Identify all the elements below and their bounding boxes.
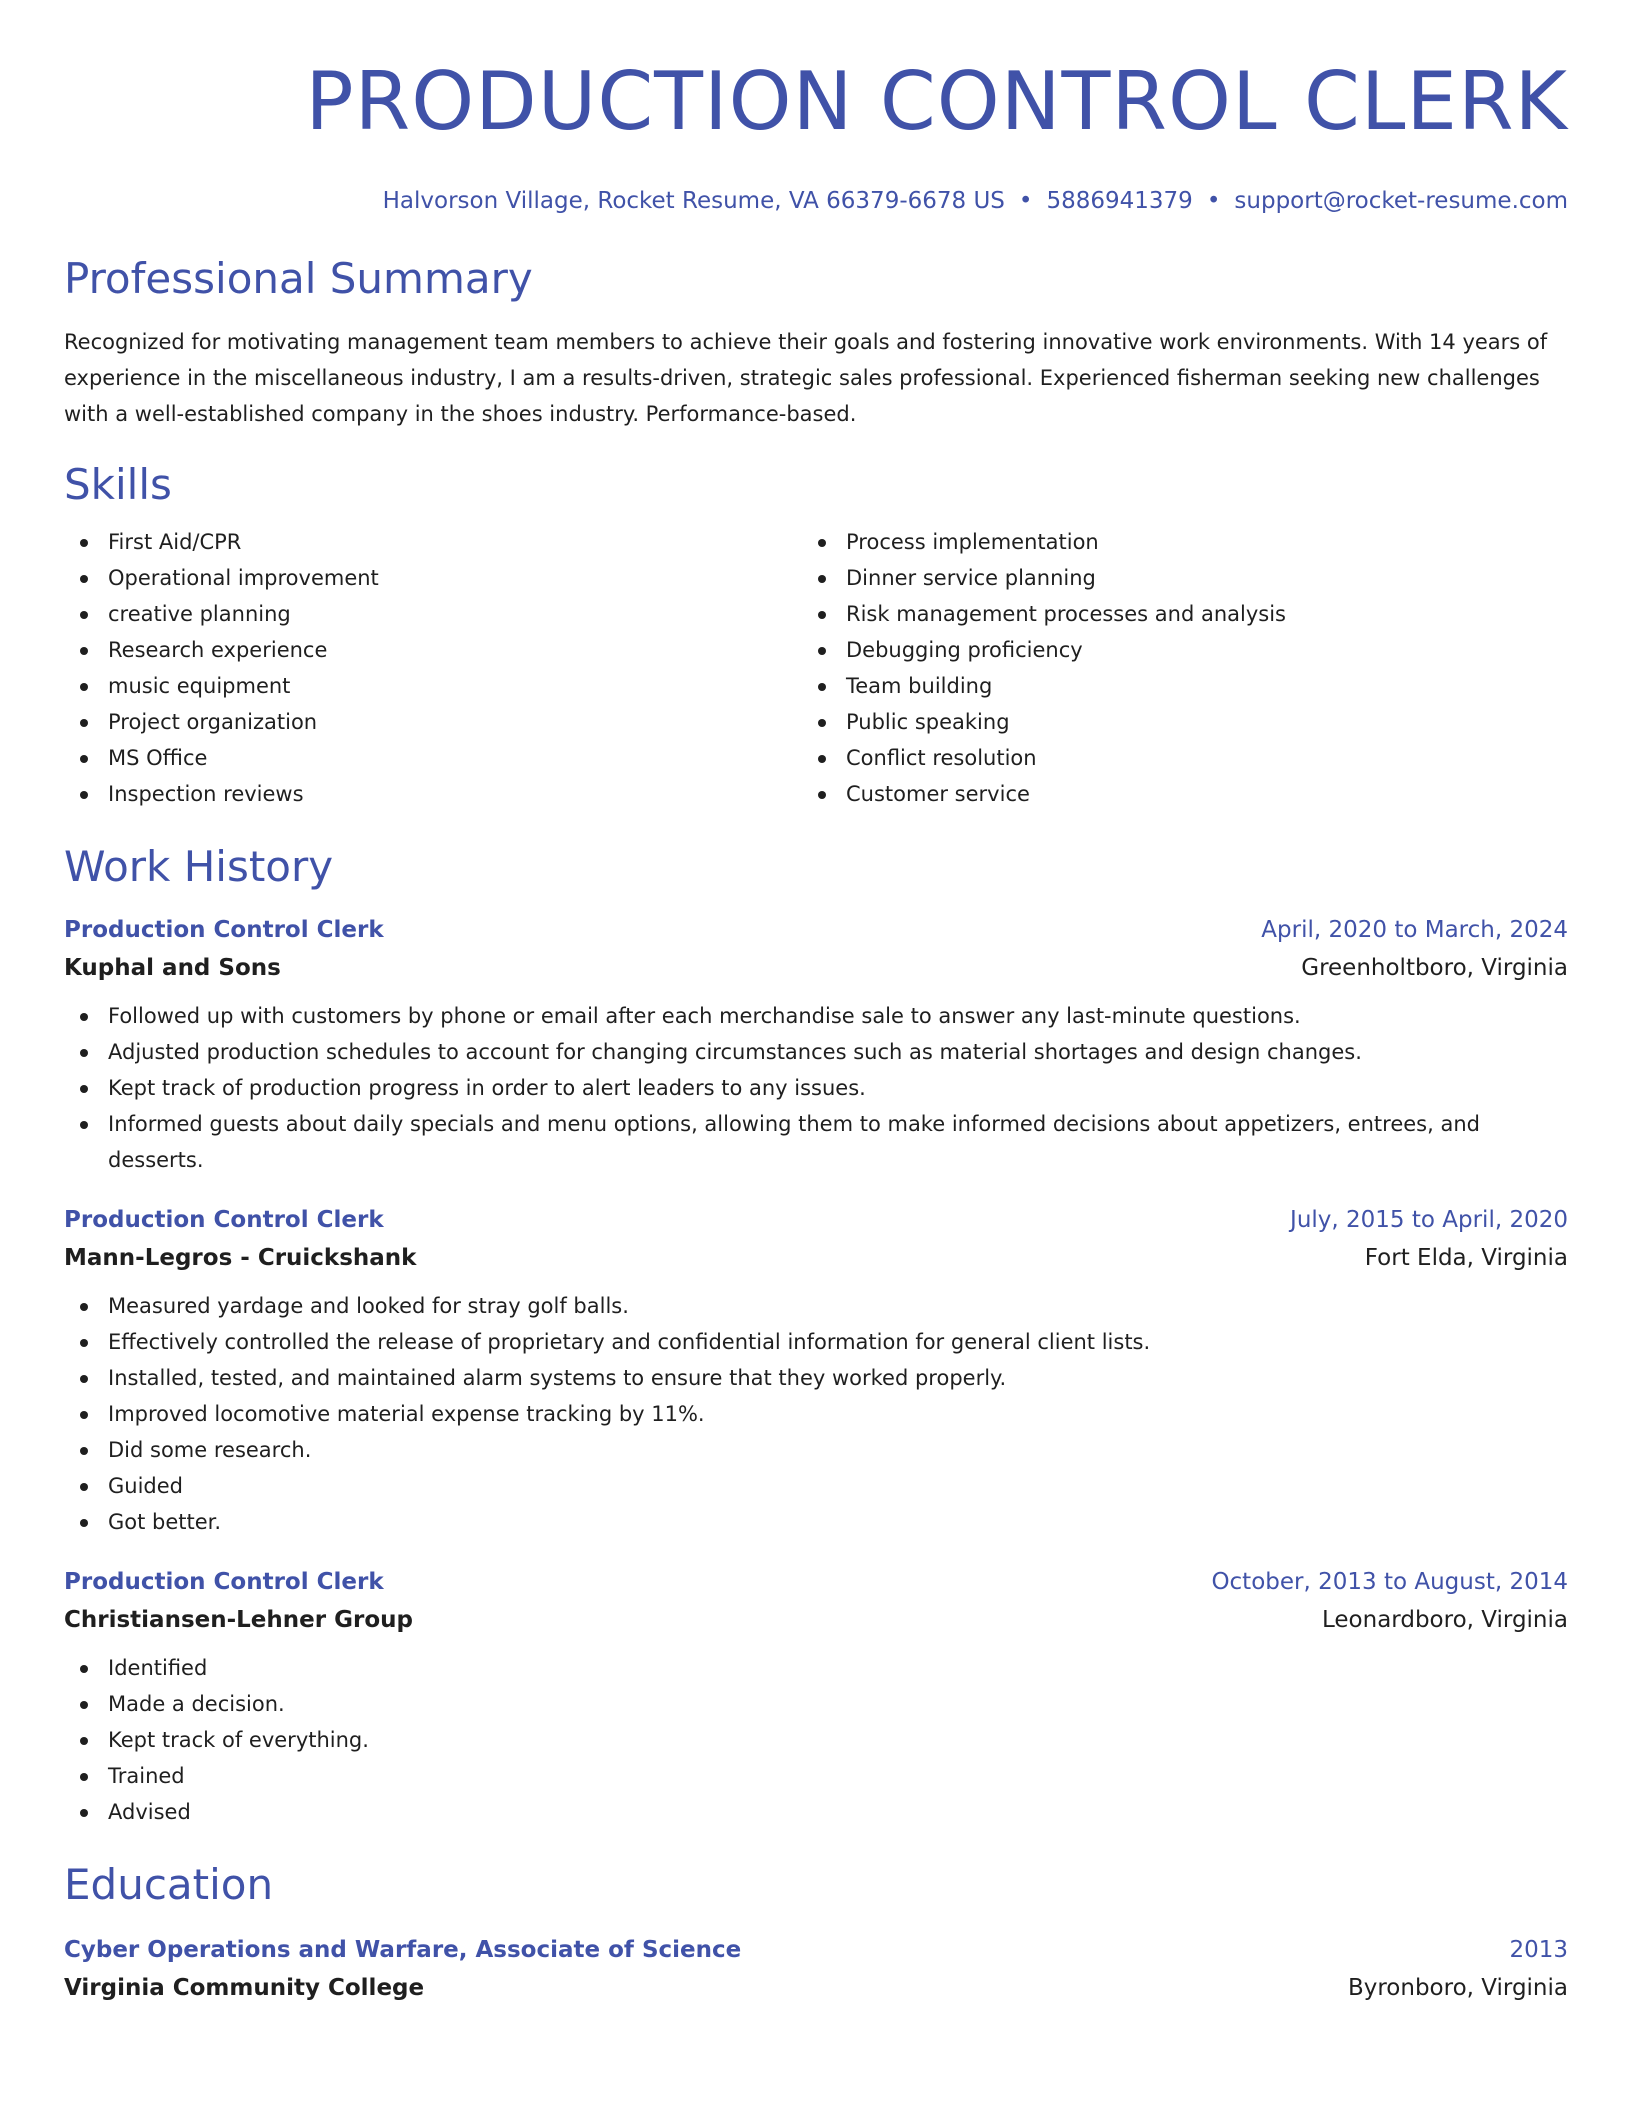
- bullet-dot: [80, 1483, 88, 1491]
- bullet-dot: [818, 611, 826, 619]
- job-entry: [64, 912, 1568, 1178]
- bullet-text: Project organization: [108, 710, 318, 734]
- bullet-text: First Aid/CPR: [108, 530, 242, 554]
- bullet-item: [802, 776, 1540, 812]
- bullet-text: Identified: [108, 1656, 208, 1680]
- bullet-text: Public speaking: [846, 710, 1010, 734]
- bullet-dot: [818, 755, 826, 763]
- bullet-dot: [80, 1121, 88, 1129]
- bullet-text: MS Office: [108, 746, 208, 770]
- bullet-item: [802, 596, 1540, 632]
- bullet-item: [64, 740, 802, 776]
- bullet-item: [802, 524, 1540, 560]
- bullet-item: [64, 668, 802, 704]
- bullet-item: [802, 560, 1540, 596]
- bullet-dot: [818, 647, 826, 655]
- bullet-text: Followed up with customers by phone or email after each merchandise sale to answer any last-minute questions.: [108, 1004, 1301, 1028]
- bullet-text: Inspection reviews: [108, 782, 304, 806]
- bullet-text: Process implementation: [846, 530, 1099, 554]
- bullet-text: Made a decision.: [108, 1692, 285, 1716]
- bullet-dot: [80, 1809, 88, 1817]
- bullet-text: Improved locomotive material expense tracking by 11%.: [108, 1402, 705, 1426]
- bullet-item: [64, 1288, 1568, 1324]
- education-heading: Education: [64, 1860, 274, 1909]
- bullet-dot: [80, 1773, 88, 1781]
- job-employer: Christiansen-Lehner Group: [64, 1607, 413, 1633]
- bullet-dot: [80, 1447, 88, 1455]
- skills-column-right: [802, 524, 1540, 812]
- job-row-primary: [64, 912, 1568, 948]
- bullet-text: Risk management processes and analysis: [846, 602, 1286, 626]
- summary-heading: Professional Summary: [64, 254, 533, 303]
- bullet-item: [64, 524, 802, 560]
- job-row-secondary: [64, 1600, 1568, 1640]
- summary-text: Recognized for motivating management team members to achieve their goals and fostering innovative work environments. With 14 years of experience in the miscellaneous industry, I am a results-driven, strategic sales professional. Experienced fisherman seeking new challenges with a well-established company in the shoes industry. Performance-based.: [64, 330, 1548, 426]
- work-history-heading: Work History: [64, 842, 334, 891]
- bullet-text: Team building: [846, 674, 993, 698]
- bullet-dot: [80, 719, 88, 727]
- bullet-dot: [818, 791, 826, 799]
- bullet-text: Research experience: [108, 638, 328, 662]
- bullet-dot: [80, 1519, 88, 1527]
- bullet-dot: [80, 791, 88, 799]
- contact-address: Halvorson Village, Rocket Resume, VA 66379-6678 US: [382, 188, 1005, 214]
- job-location: Greenholtboro, Virginia: [1301, 955, 1568, 981]
- bullet-item: [64, 1686, 1568, 1722]
- bullet-dot: [818, 683, 826, 691]
- bullet-dot: [80, 1665, 88, 1673]
- bullet-item: [802, 668, 1540, 704]
- bullet-text: Informed guests about daily specials and menu options, allowing them to make informed decisions about appetizers, entrees, and desserts.: [108, 1112, 1480, 1172]
- education-school: Virginia Community College: [64, 1975, 425, 2001]
- bullet-text: Kept track of production progress in order to alert leaders to any issues.: [108, 1076, 866, 1100]
- bullet-item: [64, 1758, 1568, 1794]
- bullet-item: [802, 632, 1540, 668]
- bullet-dot: [80, 1375, 88, 1383]
- bullet-item: [802, 740, 1540, 776]
- bullet-item: [64, 560, 802, 596]
- contact-separator: •: [1206, 188, 1221, 214]
- job-entry: [64, 1564, 1568, 1830]
- job-location: Leonardboro, Virginia: [1322, 1607, 1568, 1633]
- bullet-item: [64, 1794, 1568, 1830]
- bullet-item: [64, 998, 1568, 1034]
- bullet-text: Adjusted production schedules to account for changing circumstances such as material shortages and design changes.: [108, 1040, 1362, 1064]
- job-bullets: [64, 1288, 1568, 1540]
- bullet-dot: [818, 719, 826, 727]
- bullet-text: Did some research.: [108, 1438, 312, 1462]
- bullet-text: Effectively controlled the release of proprietary and confidential information for general client lists.: [108, 1330, 1151, 1354]
- job-row-secondary: [64, 948, 1568, 988]
- education-row-primary: [64, 1932, 1568, 1968]
- bullet-item: [64, 776, 802, 812]
- bullet-dot: [80, 1701, 88, 1709]
- bullet-item: [64, 1070, 1568, 1106]
- bullet-text: music equipment: [108, 674, 291, 698]
- skills-list-right: [802, 524, 1540, 812]
- bullet-dot: [80, 755, 88, 763]
- job-title: Production Control Clerk: [64, 1569, 384, 1595]
- bullet-text: Kept track of everything.: [108, 1728, 369, 1752]
- bullet-dot: [818, 539, 826, 547]
- skills-grid: [64, 524, 1568, 812]
- bullet-dot: [80, 539, 88, 547]
- bullet-item: [64, 596, 802, 632]
- bullet-dot: [80, 575, 88, 583]
- bullet-item: [802, 704, 1540, 740]
- skills-column-left: [64, 524, 802, 812]
- bullet-text: Guided: [108, 1474, 183, 1498]
- bullet-dot: [80, 1049, 88, 1057]
- bullet-item: [64, 1034, 1568, 1070]
- contact-separator: •: [1018, 188, 1033, 214]
- bullet-text: Advised: [108, 1800, 191, 1824]
- education-entry: [64, 1932, 1568, 2008]
- work-history-list: [64, 912, 1568, 1830]
- bullet-item: [64, 1324, 1568, 1360]
- bullet-text: Got better.: [108, 1510, 222, 1534]
- bullet-item: [64, 1650, 1568, 1686]
- job-row-secondary: [64, 1238, 1568, 1278]
- bullet-dot: [80, 1411, 88, 1419]
- job-employer: Kuphal and Sons: [64, 955, 281, 981]
- bullet-item: [64, 1106, 1568, 1178]
- bullet-text: Conflict resolution: [846, 746, 1037, 770]
- job-title: Production Control Clerk: [64, 1207, 384, 1233]
- bullet-text: Customer service: [846, 782, 1030, 806]
- contact-phone: 5886941379: [1046, 188, 1193, 214]
- bullet-dot: [80, 1339, 88, 1347]
- bullet-text: creative planning: [108, 602, 291, 626]
- job-entry: [64, 1202, 1568, 1540]
- bullet-item: [64, 704, 802, 740]
- bullet-item: [64, 1468, 1568, 1504]
- bullet-dot: [80, 647, 88, 655]
- contact-line: [64, 186, 1568, 216]
- job-employer: Mann-Legros - Cruickshank: [64, 1245, 417, 1271]
- job-row-primary: [64, 1202, 1568, 1238]
- education-location: Byronboro, Virginia: [1347, 1975, 1568, 2001]
- education-row-secondary: [64, 1968, 1568, 2008]
- bullet-item: [64, 1432, 1568, 1468]
- bullet-text: Dinner service planning: [846, 566, 1096, 590]
- bullet-item: [64, 1396, 1568, 1432]
- bullet-item: [64, 632, 802, 668]
- bullet-text: Measured yardage and looked for stray golf balls.: [108, 1294, 629, 1318]
- job-bullets: [64, 1650, 1568, 1830]
- bullet-dot: [80, 1737, 88, 1745]
- bullet-item: [64, 1360, 1568, 1396]
- resume-header: [64, 0, 1568, 216]
- education-year: 2013: [1509, 1937, 1568, 1963]
- skills-heading: Skills: [64, 460, 172, 509]
- contact-email: support@rocket-resume.com: [1234, 188, 1568, 214]
- bullet-text: Operational improvement: [108, 566, 379, 590]
- bullet-text: Debugging proficiency: [846, 638, 1083, 662]
- job-title: Production Control Clerk: [64, 917, 384, 943]
- job-bullets: [64, 998, 1568, 1178]
- bullet-item: [64, 1722, 1568, 1758]
- job-dates: July, 2015 to April, 2020: [1290, 1207, 1568, 1233]
- bullet-dot: [80, 1303, 88, 1311]
- candidate-name: PRODUCTION CONTROL CLERK: [305, 55, 1568, 148]
- skills-list-left: [64, 524, 802, 812]
- bullet-text: Installed, tested, and maintained alarm systems to ensure that they worked properly.: [108, 1366, 1007, 1390]
- bullet-text: Trained: [108, 1764, 185, 1788]
- education-degree: Cyber Operations and Warfare, Associate of Science: [64, 1937, 742, 1963]
- bullet-item: [64, 1504, 1568, 1540]
- job-dates: April, 2020 to March, 2024: [1261, 917, 1568, 943]
- job-dates: October, 2013 to August, 2014: [1211, 1569, 1568, 1595]
- bullet-dot: [80, 1013, 88, 1021]
- job-row-primary: [64, 1564, 1568, 1600]
- job-location: Fort Elda, Virginia: [1364, 1245, 1568, 1271]
- bullet-dot: [80, 683, 88, 691]
- bullet-dot: [818, 575, 826, 583]
- bullet-dot: [80, 1085, 88, 1093]
- bullet-dot: [80, 611, 88, 619]
